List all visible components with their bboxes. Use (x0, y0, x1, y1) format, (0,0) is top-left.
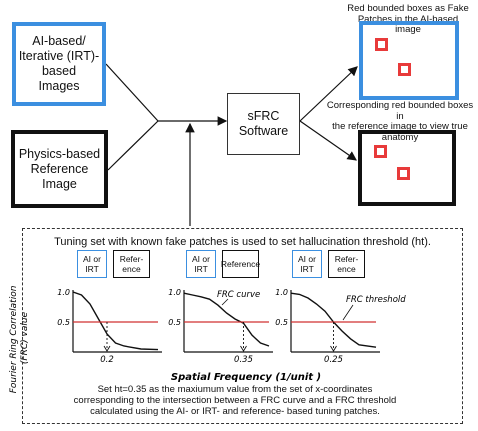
chart1-ytick-label: 0.5 (57, 318, 70, 327)
tag-ref-3: Refer- ence (328, 250, 365, 278)
chart3-threshold-annotation: FRC threshold (346, 295, 406, 305)
chart1-intersection-label: 0.2 (100, 355, 114, 365)
reference-image-box (11, 130, 108, 208)
ai-images-box (12, 22, 106, 106)
ai-images-label: AI-based/ Iterative (IRT)- based Images (18, 34, 100, 93)
fake-patch-box-2 (398, 63, 411, 76)
input-connectors (106, 64, 226, 226)
chart2-curve-annotation: FRC curve (217, 290, 261, 300)
tag-ai-1: AI or IRT (77, 250, 107, 278)
chart3-ytick-label: 1.0 (275, 288, 288, 297)
ai-output-image (359, 21, 459, 100)
reference-image-label: Physics-based Reference Image (18, 146, 101, 191)
chart3-intersection-label: 0.25 (324, 355, 343, 365)
x-axis-label: Spatial Frequency (1/unit ) (170, 372, 322, 383)
chart2-ytick-label: 1.0 (168, 288, 181, 297)
fake-patch-box-1 (375, 38, 388, 51)
tag-ai-2: AI or IRT (186, 250, 216, 278)
fake-patches-note-text: Red bounded boxes as Fake Patches in the AI-based image (347, 3, 469, 35)
chart2-ytick-label: 0.5 (168, 318, 181, 327)
chart1-ytick-label: 1.0 (57, 288, 70, 297)
sfrc-software-label: sFRC Software (238, 109, 289, 138)
reference-patch-box-1 (374, 145, 387, 158)
true-anatomy-note-text: Corresponding red bounded boxes in the reference image to view true anatomy (326, 100, 474, 143)
threshold-explanation-text: Set ht=0.35 as the maxiumum value from the set of x-coordinates corresponding to the intersection between a FRC curve and a FRC threshold calculated using the AI- or IRT- and reference- based tuning patches. (73, 384, 397, 417)
tuning-title: Tuning set with known fake patches is used to set hallucination threshold (ht). (54, 236, 431, 248)
y-axis-label: Fourier Ring Correlation (FRC) value (9, 285, 30, 394)
reference-patch-box-2 (397, 167, 410, 180)
tag-ai-3: AI or IRT (292, 250, 322, 278)
sfrc-software-box (227, 93, 300, 155)
chart3-ytick-label: 0.5 (275, 318, 288, 327)
threshold-explanation (70, 384, 400, 417)
ai-connector-line (106, 64, 158, 121)
tag-ref-2: Reference (222, 250, 259, 278)
chart2-intersection-label: 0.35 (234, 355, 253, 365)
ref-connector-line (108, 121, 158, 170)
tag-ref-1: Refer- ence (113, 250, 150, 278)
reference-output-image (358, 130, 456, 206)
